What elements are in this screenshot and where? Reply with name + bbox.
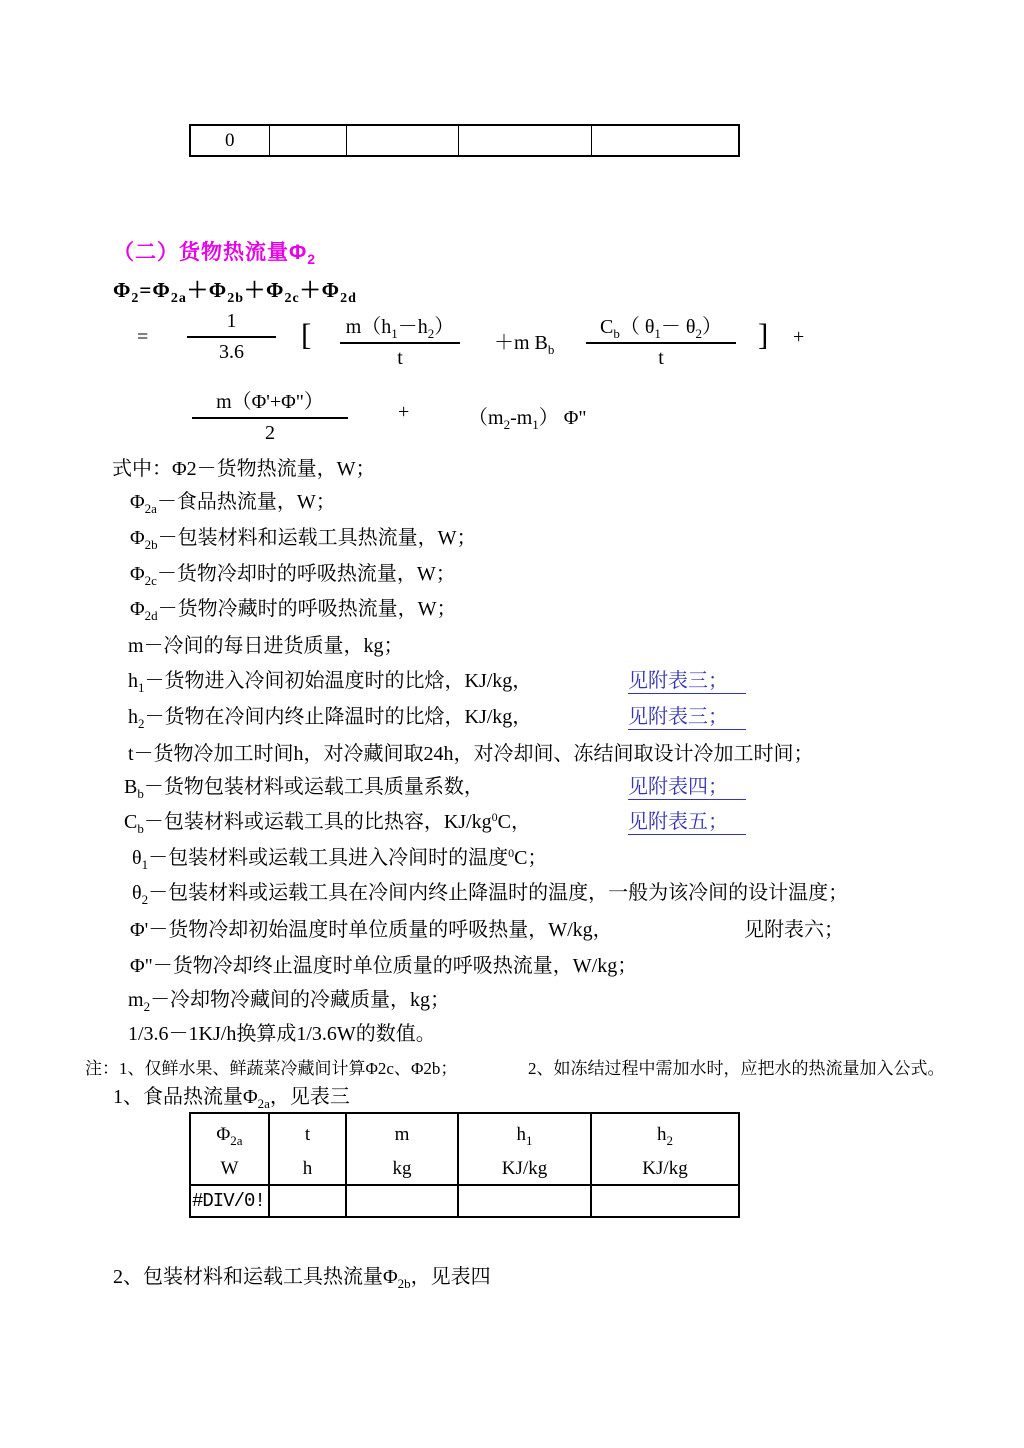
table-cell (269, 1185, 346, 1217)
definition-text: $h_1-$货物进入冷间初始温度时的比焓，KJ/kg， (128, 670, 533, 695)
list-item-food-heat: 1、食品热流量$\Phi_{2a}$，见表三 (113, 1086, 350, 1111)
column-symbol: $h_2$ (657, 1124, 673, 1148)
formula-phi2-sum: $\Phi_2=\Phi_{2a}+\Phi_{2b}+\Phi_{2c}+\Phi_{2d}$ (113, 278, 357, 306)
definition-line (0, 913, 1024, 947)
definition-line (0, 629, 1024, 663)
table-row (190, 125, 739, 156)
table-cell: 0 (190, 125, 269, 156)
equals-sign: = (137, 326, 149, 348)
food-heat-table (189, 1112, 740, 1218)
definition-text: Φ'－货物冷却初始温度时单位质量的呼吸热量，W/kg， (130, 919, 613, 941)
fraction-denominator: t (658, 347, 664, 369)
fraction-numerator: 1 (187, 310, 276, 338)
definition-text: $h_2-$货物在冷间内终止降温时的比焓，KJ/kg， (128, 706, 533, 731)
link-see-appendix-5[interactable]: 见附表五； (628, 805, 746, 835)
definition-line (0, 876, 1024, 910)
table-header-row (190, 1113, 739, 1185)
definition-line (0, 805, 1024, 839)
fraction-denominator: 2 (265, 422, 275, 444)
column-unit: h (302, 1158, 313, 1179)
div-zero-error-cell: #DIV/0! (190, 1185, 269, 1217)
left-bracket: [ (301, 317, 312, 352)
fraction-one-over-3-6 (187, 310, 276, 364)
definition-line (0, 521, 1024, 555)
definition-text: $\theta_1-$包装材料或运载工具进入冷间时的温度$^0$C； (132, 846, 548, 872)
definition-line (0, 841, 1024, 875)
header-cell (346, 1113, 458, 1185)
definition-text: m－冷间的每日进货质量，kg； (128, 635, 404, 657)
right-bracket: ] (758, 317, 769, 352)
definition-line (0, 1017, 1024, 1051)
definition-text: $B_b-$货物包装材料或运载工具质量系数， (124, 776, 484, 801)
definition-line (0, 664, 1024, 698)
definition-line (0, 557, 1024, 591)
definition-text: $C_b-$包装材料或运载工具的比热容，$KJ/kg^0C$， (124, 810, 531, 836)
column-unit: kg (392, 1158, 412, 1179)
fraction-denominator: 3.6 (219, 341, 244, 363)
fraction-respiration (192, 385, 348, 445)
table-cell (346, 125, 458, 156)
column-symbol: $h_1$ (516, 1124, 533, 1148)
header-cell (458, 1113, 591, 1185)
definition-text: $m_2-$冷却物冷藏间的冷藏质量，kg； (128, 989, 451, 1014)
column-symbol: t (304, 1124, 311, 1145)
column-symbol: m (394, 1124, 410, 1145)
definition-text: $\theta_2-$包装材料或运载工具在冷间内终止降温时的温度，一般为该冷间的设计温度； (132, 882, 849, 907)
header-cell (269, 1113, 346, 1185)
see-appendix-6-text: 见附表六； (744, 919, 844, 941)
definition-line (0, 983, 1024, 1017)
definition-text: $\Phi_{2c}-$货物冷却时的呼吸热流量，W； (130, 563, 456, 588)
top-table (189, 124, 740, 157)
header-cell (591, 1113, 739, 1185)
definition-text: $\Phi_{2d}-$货物冷藏时的呼吸热流量，W； (130, 598, 457, 623)
table-cell (346, 1185, 458, 1217)
fraction-enthalpy (340, 310, 460, 370)
link-see-appendix-3[interactable]: 见附表三； (628, 664, 746, 694)
fraction-denominator: t (397, 347, 403, 369)
note-part-2: 2、如冻结过程中需加水时，应把水的热流量加入公式。 (528, 1059, 945, 1078)
definition-line (0, 485, 1024, 519)
link-see-appendix-4[interactable]: 见附表四； (628, 770, 746, 800)
mass-difference-term: $(m_2-m_1)$ Φ" (468, 407, 587, 432)
column-unit: W (220, 1158, 239, 1179)
plus-sign: + (793, 326, 805, 348)
fraction-numerator: $m(h_1-h_2)$ (340, 310, 460, 344)
header-cell (190, 1113, 269, 1185)
table-cell (458, 125, 591, 156)
definition-line (0, 700, 1024, 734)
definition-line (0, 737, 1024, 771)
link-see-appendix-3[interactable]: 见附表三； (628, 700, 746, 730)
section-heading: （二）货物热流量$\Phi_2$ (113, 241, 317, 267)
definition-line (0, 949, 1024, 983)
table-cell (269, 125, 346, 156)
plus-sign: + (398, 401, 410, 423)
column-unit: KJ/kg (501, 1158, 548, 1179)
fraction-numerator: $C_b$（ $\theta_1- \theta_2$） (586, 310, 736, 344)
definition-line (0, 452, 1024, 486)
column-symbol: $\Phi_{2a}$ (216, 1124, 243, 1148)
table-cell (458, 1185, 591, 1217)
plus-m-bb-term: ＋m $B_b$ (494, 332, 555, 357)
definition-text: Φ"－货物冷却终止温度时单位质量的呼吸热流量，W/kg； (130, 955, 638, 977)
fraction-specific-heat (586, 310, 736, 370)
definition-text: t－货物冷加工时间h，对冷藏间取24h，对冷却间、冻结间取设计冷加工时间； (128, 743, 814, 765)
definition-text: $\Phi_{2a}-$食品热流量，W； (130, 491, 336, 516)
note-part-1: 注：1、仅鲜水果、鲜蔬菜冷藏间计算Φ2c、Φ2b； (85, 1059, 458, 1078)
table-cell (591, 125, 739, 156)
table-cell (591, 1185, 739, 1217)
definition-text: 式中：Φ2－货物热流量，W； (112, 458, 376, 480)
fraction-numerator: m（Φ'+Φ"） (192, 385, 348, 419)
column-unit: KJ/kg (642, 1158, 688, 1179)
definition-text: 1/3.6－1KJ/h换算成1/3.6W的数值。 (128, 1023, 436, 1045)
definition-line (0, 592, 1024, 626)
definition-text: $\Phi_{2b}-$包装材料和运载工具热流量，W； (130, 527, 477, 552)
table-data-row (190, 1185, 739, 1217)
list-item-packaging-heat: 2、包装材料和运载工具热流量$\Phi_{2b}$，见表四 (113, 1266, 491, 1291)
definition-line (0, 770, 1024, 804)
